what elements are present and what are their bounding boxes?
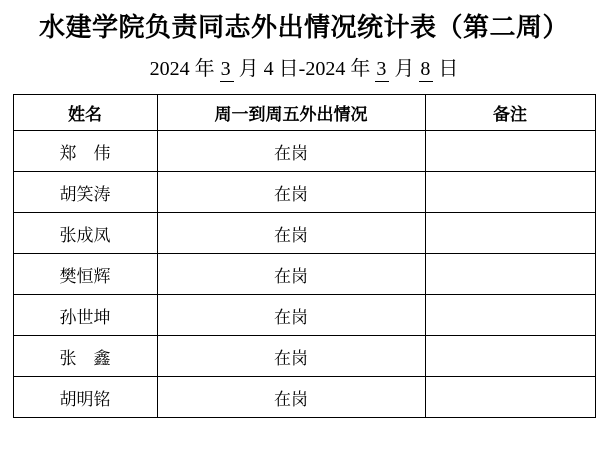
- table-row: [13, 172, 595, 213]
- name-cell: 孙世坤: [13, 295, 157, 336]
- table-row: [13, 213, 595, 254]
- date-segment: 2024 年: [149, 58, 220, 80]
- remark-cell: [425, 377, 595, 418]
- attendance-table: [13, 94, 596, 418]
- table-row: [13, 295, 595, 336]
- status-cell: 在岗: [157, 295, 425, 336]
- table-row: [13, 336, 595, 377]
- remark-cell: [425, 213, 595, 254]
- status-cell: 在岗: [157, 213, 425, 254]
- date-segment: 月: [389, 58, 420, 80]
- name-cell: 张 鑫: [13, 336, 157, 377]
- name-cell: 胡笑涛: [13, 172, 157, 213]
- date-segment-underlined: 3: [375, 58, 389, 82]
- date-segment-underlined: 3: [220, 58, 234, 82]
- status-cell: 在岗: [157, 254, 425, 295]
- date-segment: 月 4 日-2024 年: [233, 58, 376, 80]
- status-cell: 在岗: [157, 172, 425, 213]
- name-cell: 樊恒辉: [13, 254, 157, 295]
- header-status: 周一到周五外出情况: [157, 95, 425, 131]
- header-remark: 备注: [425, 95, 595, 131]
- page-title: 水建学院负责同志外出情况统计表（第二周）: [38, 13, 569, 42]
- status-cell: 在岗: [157, 377, 425, 418]
- remark-cell: [425, 254, 595, 295]
- date-segment-underlined: 8: [419, 58, 433, 82]
- name-cell: 胡明铭: [13, 377, 157, 418]
- header-row: [13, 95, 595, 131]
- date-range: [0, 56, 608, 82]
- date-segment: 日: [433, 58, 459, 80]
- remark-cell: [425, 172, 595, 213]
- table-row: [13, 377, 595, 418]
- remark-cell: [425, 336, 595, 377]
- name-cell: 张成凤: [13, 213, 157, 254]
- table-row: [13, 131, 595, 172]
- status-cell: 在岗: [157, 131, 425, 172]
- name-cell: 郑 伟: [13, 131, 157, 172]
- header-name: 姓名: [13, 95, 157, 131]
- remark-cell: [425, 131, 595, 172]
- remark-cell: [425, 295, 595, 336]
- status-cell: 在岗: [157, 336, 425, 377]
- table-row: [13, 254, 595, 295]
